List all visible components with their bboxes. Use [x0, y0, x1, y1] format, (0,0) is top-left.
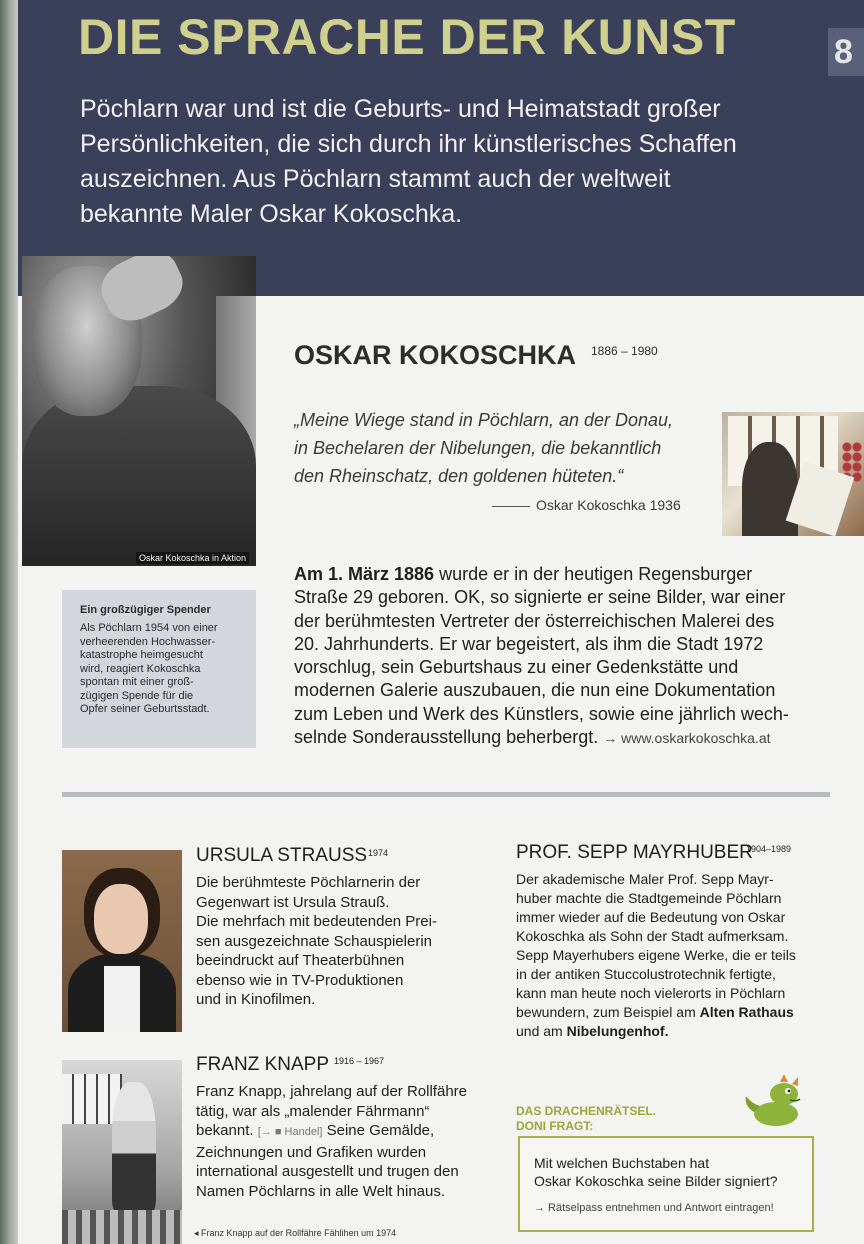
- information-board: [18, 0, 864, 1244]
- riddle-question-line: Oskar Kokoschka seine Bilder signiert?: [534, 1173, 778, 1189]
- riddle-instruction: → Rätselpass entnehmen und Antwort eintragen!: [534, 1202, 774, 1214]
- knapp-photo: [62, 1060, 182, 1244]
- website-link: → www.oskarkokoschka.at: [603, 730, 771, 747]
- bio-line: 20. Jahrhunderts. Er war begeistert, als ihm die Stadt 1972: [294, 633, 764, 654]
- mayrhuber-line: in der antiken Stuccolustrotechnik fertigte,: [516, 966, 776, 982]
- knapp-line: Namen Pöchlarns in alle Welt hinaus.: [196, 1182, 446, 1200]
- donor-line: spontan mit einer groß-: [80, 676, 194, 688]
- donor-line: verheerenden Hochwasser-: [80, 635, 216, 648]
- intro-line: Pöchlarn war und ist die Geburts- und Heimatstadt großer: [80, 95, 721, 123]
- donor-info-box: [62, 590, 256, 748]
- dragon-icon: [740, 1072, 812, 1130]
- bio-line: Am 1. März 1886 wurde er in der heutigen Regensburger: [294, 564, 753, 584]
- strauss-line: beeindruckt auf Theaterbühnen: [196, 952, 405, 969]
- donor-line: katastrophe heimgesucht: [80, 649, 203, 661]
- knapp-line: Zeichnungen und Grafiken wurden: [196, 1143, 427, 1161]
- strauss-line: ebenso wie in TV-Produktionen: [196, 971, 404, 989]
- bio-line: der berühmtesten Vertreter der österreichischen Malerei des: [294, 610, 775, 631]
- strauss-line: und in Kinofilmen.: [196, 991, 316, 1008]
- strauss-line: Die berühmteste Pöchlarnerin der: [196, 874, 421, 891]
- riddle-question: [534, 1154, 798, 1190]
- donor-line: zügigen Spende für die: [80, 689, 194, 702]
- kokoschka-quote: [294, 406, 673, 490]
- mayrhuber-line: huber machte die Stadtgemeinde Pöchlarn: [516, 890, 782, 906]
- quote-line: den Rheinschatz, den goldenen hüteten.“: [294, 466, 624, 486]
- rathaus-bold: Alten Rathaus: [699, 1004, 794, 1020]
- knapp-heading: FRANZ KNAPP: [196, 1054, 330, 1075]
- bio-line: Straße 29 geboren. OK, so signierte er seine Bilder, war einer: [294, 587, 786, 608]
- mayrhuber-line: bewundern, zum Beispiel am Alten Rathaus: [516, 1004, 794, 1020]
- strauss-years: 1974: [368, 848, 389, 858]
- header-banner: [18, 0, 864, 296]
- donor-text: [80, 622, 238, 717]
- bio-line: modernen Galerie auszubauen, die nun eine Dokumentation: [294, 680, 776, 701]
- kokoschka-bio: [294, 563, 789, 750]
- strauss-line: Gegenwart ist Ursula Strauß.: [196, 893, 390, 911]
- donor-line: Als Pöchlarn 1954 von einer: [80, 622, 218, 634]
- bio-line: zum Leben und Werk des Künstlers, sowie eine jährlich wech-: [294, 703, 789, 724]
- mayrhuber-years: 1904–1989: [746, 844, 792, 854]
- strauss-text: [196, 873, 437, 1010]
- strauss-line: Die mehrfach mit bedeutenden Prei-: [196, 913, 437, 930]
- mayrhuber-line: Sepp Mayerhubers eigene Werke, die er teils: [516, 947, 796, 963]
- quote-line: in Bechelaren der Nibelungen, die bekanntlich: [294, 438, 662, 458]
- knapp-line: international ausgestellt und trugen den: [196, 1163, 459, 1180]
- panel-number-badge: 8: [828, 28, 864, 76]
- mayrhuber-heading: PROF. SEPP MAYRHUBER: [516, 842, 753, 863]
- strauss-line: sen ausgezeichnate Schauspielerin: [196, 932, 432, 950]
- kokoschka-years: 1886 – 1980: [591, 344, 658, 358]
- nibelungenhof-bold: Nibelungenhof.: [566, 1023, 669, 1039]
- riddle-question-line: Mit welchen Buchstaben hat: [534, 1155, 710, 1171]
- mayrhuber-line: immer wieder auf die Bedeutung von Oskar: [516, 909, 786, 925]
- riddle-box: [518, 1136, 814, 1232]
- mayrhuber-text: [516, 870, 796, 1041]
- mayrhuber-line: Kokoschka als Sohn der Stadt aufmerksam.: [516, 928, 789, 944]
- knapp-line: bekannt. [→ ■ Handel] Seine Gemälde,: [196, 1122, 435, 1139]
- quote-line: „Meine Wiege stand in Pöchlarn, an der Donau,: [294, 410, 674, 430]
- mayrhuber-line: Der akademische Maler Prof. Sepp Mayr-: [516, 871, 774, 887]
- donor-title: Ein großzügiger Spender: [80, 604, 211, 616]
- page-title: DIE SPRACHE DER KUNST: [78, 9, 736, 65]
- knapp-photo-caption: ◂ Franz Knapp auf der Rollfähre Fählihen um 1974: [194, 1228, 397, 1238]
- quote-author: Oskar Kokoschka 1936: [492, 497, 681, 513]
- mayrhuber-line: und am Nibelungenhof.: [516, 1023, 669, 1039]
- riddle-label: [516, 1104, 656, 1134]
- knapp-line: Franz Knapp, jahrelang auf der Rollfähre: [196, 1083, 467, 1100]
- section-divider: [62, 792, 830, 797]
- donor-line: Opfer seiner Geburtsstadt.: [80, 703, 210, 715]
- sign-frame-post: [0, 0, 18, 1244]
- kokoschka-photo-caption: Oskar Kokoschka in Aktion: [136, 552, 249, 564]
- donor-line: wird, reagiert Kokoschka: [80, 662, 201, 675]
- intro-line: bekannte Maler Oskar Kokoschka.: [80, 200, 463, 228]
- kokoschka-heading: OSKAR KOKOSCHKA: [294, 340, 577, 370]
- riddle-label-line: DAS DRACHENRÄTSEL.: [516, 1104, 657, 1118]
- handel-reference: [→ ■ Handel]: [257, 1126, 323, 1138]
- bio-line: vorschlug, sein Geburtshaus zu einer Gedenkstätte und: [294, 657, 739, 678]
- intro-line: auszeichnen. Aus Pöchlarn stammt auch der weltweit: [80, 165, 671, 193]
- riddle-label-line: DONI FRAGT:: [516, 1119, 594, 1133]
- intro-text: [80, 92, 780, 232]
- bio-date: Am 1. März 1886: [294, 564, 435, 584]
- knapp-text: [196, 1082, 467, 1201]
- intro-line: Persönlichkeiten, die sich durch ihr künstlerisches Schaffen: [80, 130, 737, 158]
- bio-line: selnde Sonderausstellung beherbergt. → www.oskarkokoschka.at: [294, 727, 771, 748]
- strauss-photo: [62, 850, 182, 1032]
- strauss-heading: URSULA STRAUSS: [196, 845, 368, 866]
- knapp-years: 1916 – 1967: [334, 1056, 385, 1066]
- kokoschka-painting-photo: [722, 412, 864, 536]
- kokoschka-photo: [22, 256, 256, 566]
- knapp-line: tätig, war als „malender Fährmann“: [196, 1102, 430, 1120]
- mayrhuber-line: kann man heute noch vielerorts in Pöchlarn: [516, 985, 786, 1001]
